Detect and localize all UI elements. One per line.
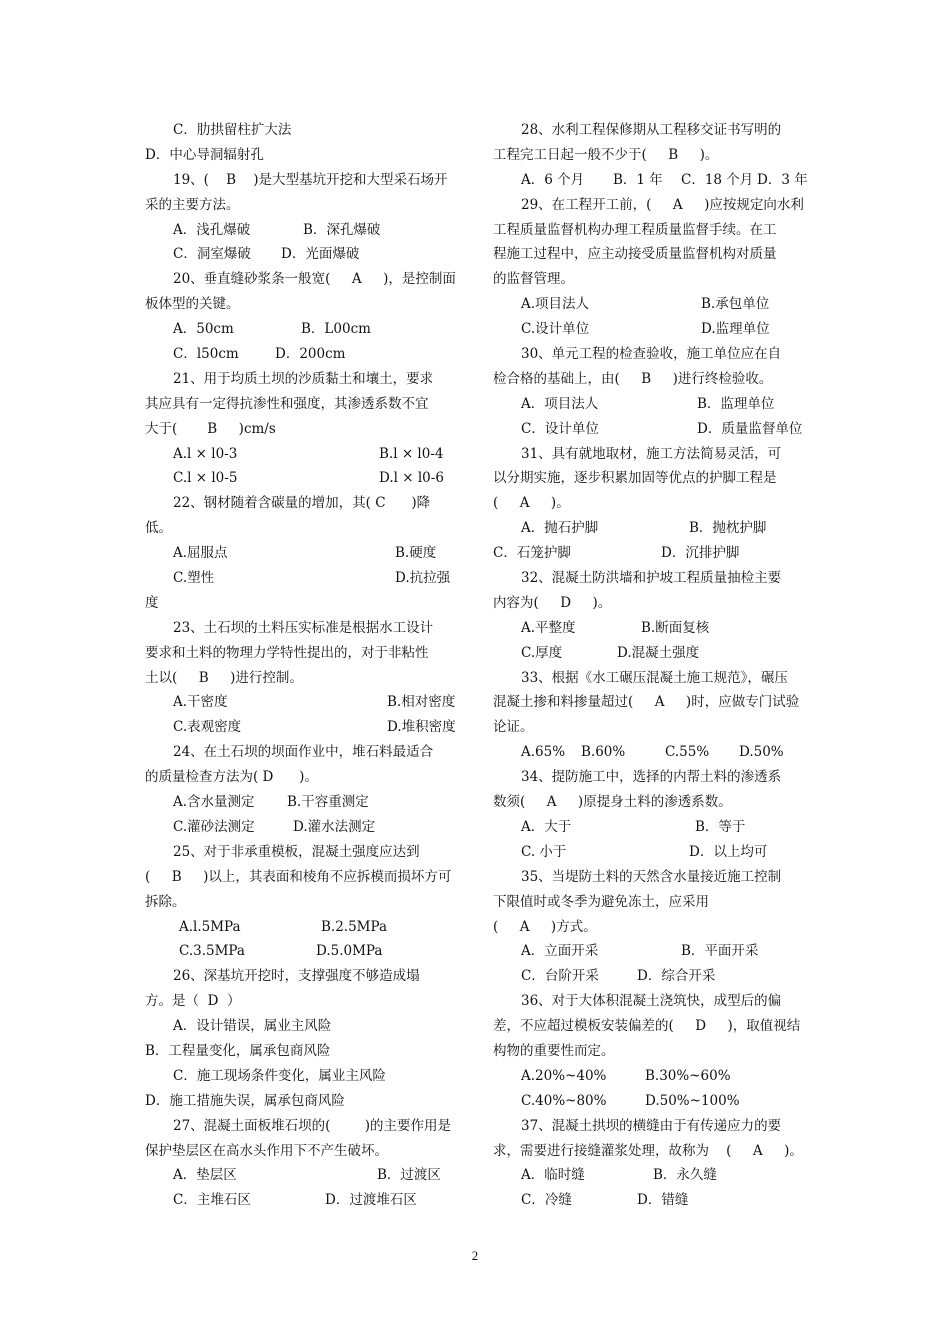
- text-line: C．肋拱留柱扩大法: [173, 122, 292, 138]
- text-line: [493, 740, 813, 765]
- answer-option: D.l × l0-6: [379, 470, 444, 487]
- text-line: 31、具有就地取材，施工方法简易灵活，可: [521, 445, 782, 462]
- answer-option: D．综合开采: [637, 968, 716, 985]
- answer-option: A.项目法人: [521, 296, 590, 313]
- answer-option: A.屈服点: [173, 545, 228, 562]
- text-line: [493, 516, 813, 541]
- text-line: 构物的重要性而定。: [493, 1042, 615, 1059]
- left-column: [145, 118, 460, 1213]
- text-line: 下限值时或冬季为避免冻土，应采用: [493, 893, 709, 910]
- text-line: C．施工现场条件变化，属业主风险: [173, 1067, 386, 1084]
- text-line: 30、单元工程的检查验收，施工单位应在自: [521, 346, 782, 363]
- answer-option: B．1 年: [613, 171, 663, 188]
- answer-option: D．质量监督单位: [697, 420, 803, 437]
- answer-option: A．50cm: [173, 321, 234, 338]
- text-line: [145, 242, 460, 267]
- text-line: 29、在工程开工前，( A )应按规定向水利: [521, 196, 804, 213]
- text-line: 要求和土料的物理力学特性提出的，对于非粘性: [145, 644, 429, 661]
- answer-option: C．设计单位: [521, 420, 599, 437]
- answer-option: B.相对密度: [387, 694, 456, 711]
- text-line: [145, 1163, 460, 1188]
- answer-option: A．浅孔爆破: [173, 221, 251, 238]
- text-line: A．设计错误，属业主风险: [173, 1018, 332, 1035]
- answer-option: B.2.5MPa: [321, 918, 388, 935]
- answer-option: D．错缝: [637, 1192, 689, 1209]
- answer-option: C．l50cm: [173, 346, 239, 363]
- text-line: 19、( B )是大型基坑开挖和大型采石场开: [173, 171, 448, 188]
- answer-option: D.抗拉强: [395, 570, 451, 587]
- text-line: [145, 466, 460, 491]
- text-line: [145, 218, 460, 243]
- text-line: [493, 939, 813, 964]
- text-line: 27、混凝土面板堆石坝的( )的主要作用是: [173, 1117, 452, 1134]
- text-line: [145, 1188, 460, 1213]
- answer-option: B．深孔爆破: [303, 221, 381, 238]
- text-line: 26、深基坑开挖时，支撑强度不够造成塌: [173, 968, 420, 985]
- text-line: [145, 317, 460, 342]
- text-line: ( A )方式。: [493, 918, 597, 935]
- answer-option: C.55%: [665, 744, 710, 761]
- answer-option: A.含水量测定: [173, 794, 255, 811]
- text-line: 25、对于非承重模板，混凝土强度应达到: [173, 843, 420, 860]
- text-line: 22、钢材随着含碳量的增加，其( C )降: [173, 495, 431, 512]
- answer-option: A．临时缝: [521, 1167, 585, 1184]
- answer-option: B．平面开采: [681, 943, 759, 960]
- text-line: D．中心导洞辐射孔: [145, 146, 264, 163]
- answer-option: B.30%~60%: [645, 1067, 731, 1084]
- answer-option: D.混凝土强度: [617, 644, 700, 661]
- text-line: 以分期实施，逐步积累加固等优点的护脚工程是: [493, 470, 777, 487]
- answer-option: D．3 年: [757, 171, 808, 188]
- text-line: [493, 1064, 813, 1089]
- answer-option: C. 小于: [521, 843, 567, 860]
- answer-option: C.设计单位: [521, 321, 590, 338]
- answer-option: B.硬度: [395, 545, 437, 562]
- text-line: [493, 292, 813, 317]
- answer-option: C.40%~80%: [521, 1092, 607, 1109]
- text-line: [145, 566, 460, 591]
- text-line: 33、根据《水工碾压混凝土施工规范》，碾压: [521, 669, 788, 686]
- answer-option: D.监理单位: [701, 321, 770, 338]
- text-line: 28、水利工程保修期从工程移交证书写明的: [521, 122, 782, 138]
- answer-option: D.50%: [739, 744, 784, 761]
- text-line: 采的主要方法。: [145, 196, 240, 213]
- text-line: 保护垫层区在高水头作用下不产生破坏。: [145, 1142, 388, 1159]
- text-line: [145, 342, 460, 367]
- answer-option: A.平整度: [521, 619, 576, 636]
- text-line: 数须( A )原提身土料的渗透系数。: [493, 794, 732, 811]
- answer-option: D．光面爆破: [281, 246, 360, 263]
- answer-option: C．18 个月: [681, 171, 754, 188]
- answer-option: A.干密度: [173, 694, 228, 711]
- answer-option: B.断面复核: [641, 619, 710, 636]
- text-line: 度: [145, 594, 159, 611]
- text-line: [145, 790, 460, 815]
- answer-option: C.灌砂法测定: [173, 818, 255, 835]
- text-line: 程施工过程中，应主动接受质量监督机构对质量: [493, 246, 777, 263]
- text-line: 方。是（ D ）: [145, 993, 241, 1010]
- answer-option: B.l × l0-4: [379, 445, 444, 462]
- text-line: 论证。: [493, 719, 534, 736]
- text-line: 低。: [145, 520, 172, 537]
- answer-option: D．200cm: [275, 346, 346, 363]
- answer-option: B．抛枕护脚: [689, 520, 767, 537]
- text-line: [493, 541, 813, 566]
- text-line: [493, 616, 813, 641]
- answer-option: A．立面开采: [521, 943, 599, 960]
- text-line: [493, 317, 813, 342]
- answer-option: D．以上均可: [689, 843, 768, 860]
- text-line: 34、提防施工中，选择的内帮土料的渗透系: [521, 769, 782, 786]
- text-line: 36、对于大体积混凝土浇筑快，成型后的偏: [521, 993, 782, 1010]
- answer-option: B．永久缝: [653, 1167, 717, 1184]
- answer-option: A．项目法人: [521, 395, 599, 412]
- right-column: [493, 118, 813, 1213]
- text-line: 的质量检查方法为( D )。: [145, 769, 318, 786]
- text-line: 内容为( D )。: [493, 594, 612, 611]
- text-line: [145, 442, 460, 467]
- text-line: [493, 417, 813, 442]
- text-line: 混凝土掺和料掺量超过( A )时，应做专门试验: [493, 694, 800, 711]
- answer-option: D．过渡堆石区: [325, 1192, 417, 1209]
- answer-option: B.承包单位: [701, 296, 770, 313]
- text-line: 24、在土石坝的坝面作业中，堆石料最适合: [173, 744, 434, 761]
- text-line: 土以( B )进行控制。: [145, 669, 303, 686]
- text-line: [493, 815, 813, 840]
- text-line: 其应具有一定得抗渗性和强度，其渗透系数不宜: [145, 395, 429, 412]
- text-line: 大于( B )cm/s: [145, 420, 276, 437]
- answer-option: D.50%~100%: [645, 1092, 740, 1109]
- answer-option: D．沉排护脚: [661, 545, 740, 562]
- answer-option: A．抛石护脚: [521, 520, 599, 537]
- answer-option: D.堆积密度: [387, 719, 456, 736]
- text-line: ( B )以上，其表面和棱角不应拆模而损坏方可: [145, 868, 452, 885]
- answer-option: A.20%~40%: [521, 1067, 607, 1084]
- text-line: 求，需要进行接缝灌浆处理，故称为 ( A )。: [493, 1142, 803, 1159]
- text-line: [493, 1163, 813, 1188]
- answer-option: A.l × l0-3: [173, 445, 238, 462]
- answer-option: C．冷缝: [521, 1192, 572, 1209]
- answer-option: A．6 个月: [521, 171, 585, 188]
- answer-option: C．主堆石区: [173, 1192, 251, 1209]
- text-line: [493, 168, 813, 193]
- answer-option: C．石笼护脚: [493, 545, 571, 562]
- text-line: [493, 840, 813, 865]
- text-line: [145, 541, 460, 566]
- page-number: 2: [471, 1248, 479, 1263]
- text-line: [145, 690, 460, 715]
- answer-option: C.塑性: [173, 570, 215, 587]
- text-line: [145, 915, 460, 940]
- text-line: 的监督管理。: [493, 271, 574, 288]
- text-line: [493, 641, 813, 666]
- answer-option: C.l × l0-5: [173, 470, 238, 487]
- text-line: 32、混凝土防洪墙和护坡工程质量抽检主要: [521, 570, 782, 587]
- text-line: 差，不应超过模板安装偏差的( D )，取值视结: [493, 1018, 801, 1035]
- text-line: 拆除。: [145, 893, 186, 910]
- answer-option: A.l.5MPa: [179, 918, 241, 935]
- answer-option: B.干容重测定: [287, 794, 369, 811]
- text-line: 工程质量监督机构办理工程质量监督手续。在工: [493, 221, 777, 238]
- text-line: [145, 939, 460, 964]
- text-line: [145, 715, 460, 740]
- answer-option: B．等于: [695, 818, 746, 835]
- answer-option: C.3.5MPa: [179, 943, 245, 960]
- answer-option: B.60%: [581, 744, 626, 761]
- text-line: 23、土石坝的土料压实标准是根据水工设计: [173, 619, 434, 636]
- answer-option: B．监理单位: [697, 395, 775, 412]
- text-line: [493, 964, 813, 989]
- text-line: 工程完工日起一般不少于( B )。: [493, 146, 719, 163]
- text-line: [145, 815, 460, 840]
- answer-option: D.灌水法测定: [293, 818, 376, 835]
- answer-option: A．垫层区: [173, 1167, 237, 1184]
- answer-option: C．洞室爆破: [173, 246, 251, 263]
- answer-option: C.厚度: [521, 644, 563, 661]
- answer-option: A.65%: [521, 744, 566, 761]
- text-line: 37、混凝土拱坝的横缝由于有传递应力的要: [521, 1117, 782, 1134]
- text-line: 检合格的基础上，由( B )进行终检验收。: [493, 370, 773, 387]
- text-line: 35、当堤防土料的天然含水量接近施工控制: [521, 868, 782, 885]
- text-line: 21、用于均质土坝的沙质黏土和壤土，要求: [173, 370, 434, 387]
- answer-option: C．台阶开采: [521, 968, 599, 985]
- text-line: 20、垂直缝砂浆条一般宽( A )，是控制面: [173, 271, 456, 288]
- answer-option: B．过渡区: [377, 1167, 441, 1184]
- answer-option: B．L00cm: [301, 321, 371, 338]
- text-line: D．施工措施失误，属承包商风险: [145, 1092, 345, 1109]
- answer-option: A．大于: [521, 818, 572, 835]
- text-line: [493, 1089, 813, 1114]
- text-line: 板体型的关键。: [145, 296, 240, 313]
- answer-option: D.5.0MPa: [316, 943, 383, 960]
- text-line: [493, 1188, 813, 1213]
- text-line: B．工程量变化，属承包商风险: [145, 1042, 331, 1059]
- text-line: ( A )。: [493, 495, 570, 512]
- answer-option: C.表观密度: [173, 719, 242, 736]
- text-line: [493, 392, 813, 417]
